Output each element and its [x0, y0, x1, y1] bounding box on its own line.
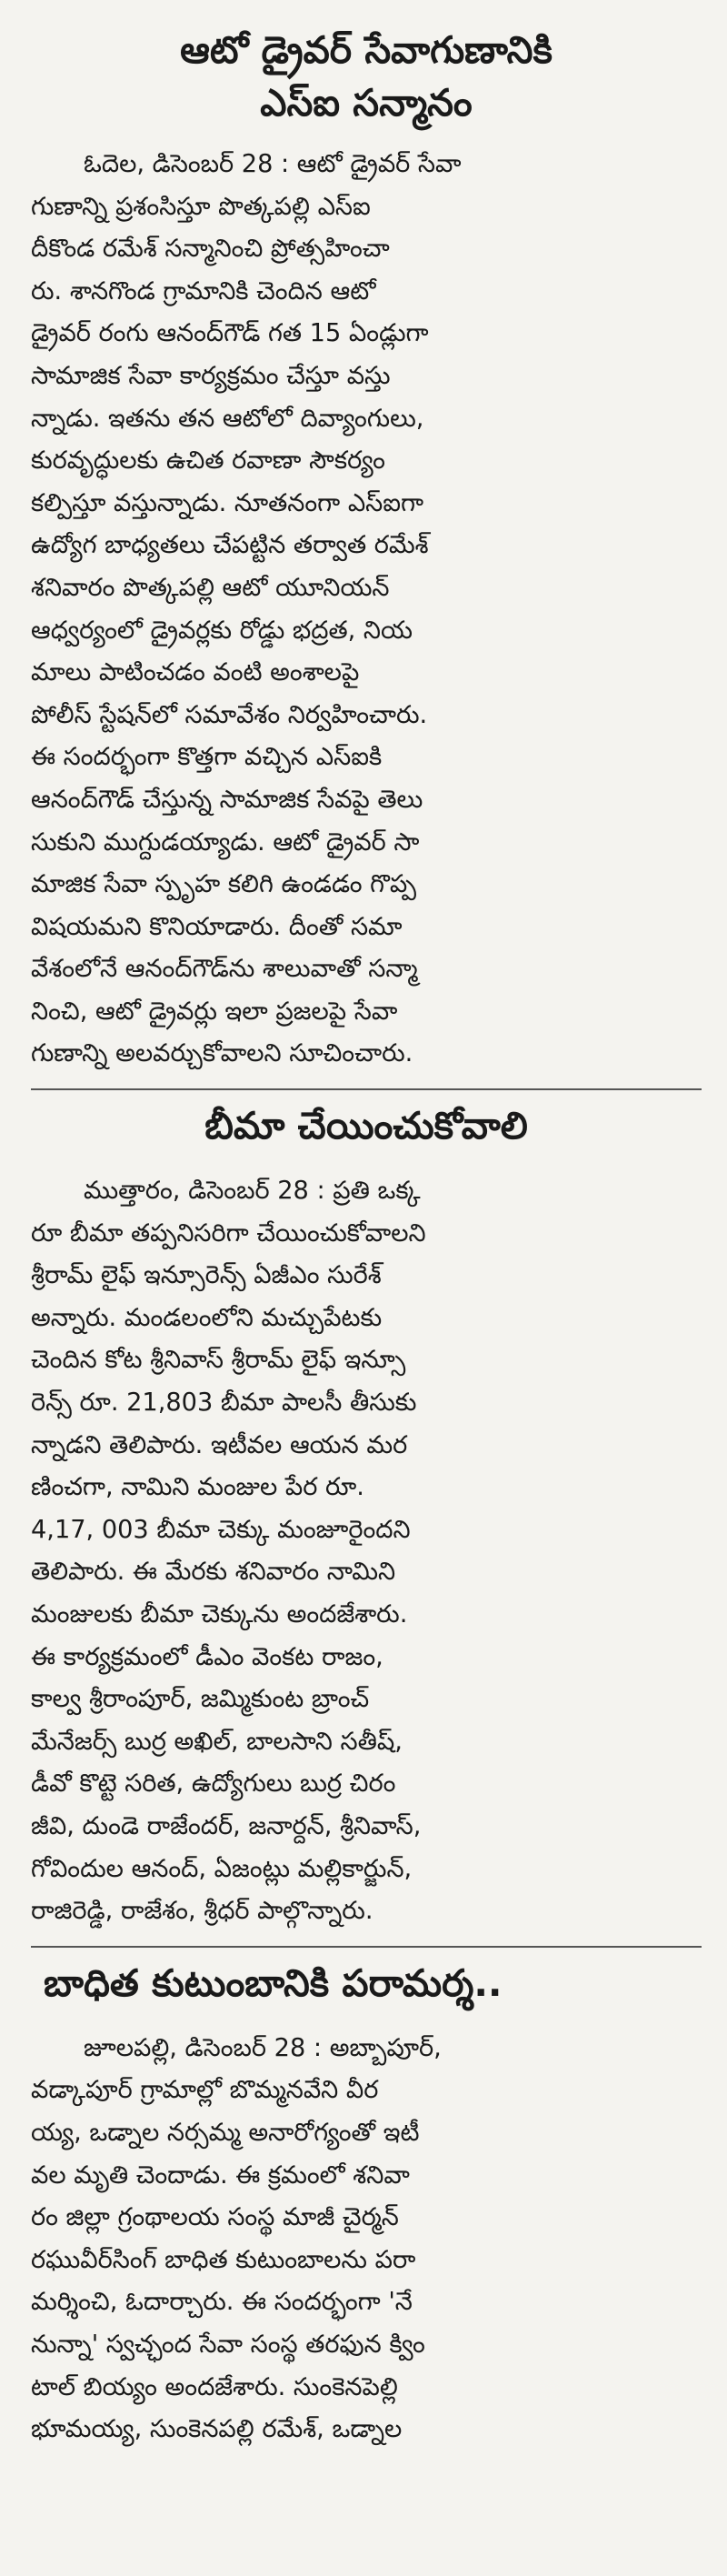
- article-line: రెన్స్ రూ. 21,803 బీమా పాలసీ తీసుకు: [31, 1388, 417, 1418]
- article-line: విషయమని కొనియాడారు. దీంతో సమా: [31, 912, 403, 941]
- article-line: అన్నారు. మండలంలోని మచ్చుపేటకు: [31, 1303, 383, 1332]
- article-line: ఆధ్వర్యంలో డ్రైవర్లకు రోడ్డు భద్రత, నియ: [31, 616, 413, 645]
- article-line: భూమయ్య, సుంకెనపల్లి రమేశ్, ఒడ్నాల: [31, 2415, 403, 2444]
- article-line: టాల్ బియ్యం అందజేశారు. సుంకెనపెల్లి: [31, 2372, 398, 2401]
- headline-line: బీమా చేయించుకోవాలి: [204, 1104, 528, 1148]
- article-line: నున్నా' స్వచ్ఛంద సేవా సంస్థ తరఫున క్విం: [31, 2330, 425, 2359]
- article-line: ఆనంద్‌గౌడ్ చేస్తున్న సామాజిక సేవపై తెలు: [31, 785, 423, 814]
- article-line: వేశంలోనే ఆనంద్‌గౌడ్‌ను శాలువాతో సన్మా: [31, 955, 418, 984]
- article-line: ఈ సందర్భంగా కొత్తగా వచ్చిన ఎస్ఐకి: [31, 743, 383, 772]
- divider: [31, 1946, 702, 1948]
- article-line: ఓదెల, డిసెంబర్ 28 : ఆటో డ్రైవర్ సేవా: [84, 150, 462, 178]
- article-line: చెందిన కోట శ్రీనివాస్ శ్రీరామ్ లైఫ్ ఇన్సూ: [31, 1346, 406, 1375]
- article-line: రఘువీర్‌సింగ్ బాధిత కుటుంబాలను పరా: [31, 2245, 416, 2274]
- article-line: సుకుని ముగ్దుడయ్యాడు. ఆటో డ్రైవర్ సా: [31, 827, 420, 857]
- article-line: సామాజిక సేవా కార్యక్రమం చేస్తూ వస్తు: [31, 361, 391, 390]
- headline-line: బాధిత కుటుంబానికి పరామర్శ..: [44, 1960, 503, 2005]
- article-line: వల మృతి చెందాడు. ఈ క్రమంలో శనివా: [31, 2160, 410, 2190]
- article-line: వడ్కాపూర్ గ్రామాల్లో బొమ్మనవేని వీర: [31, 2076, 379, 2105]
- article-headline: [31, 24, 702, 129]
- article-insurance: [31, 1099, 702, 1933]
- article-line: రూ బీమా తప్పనిసరిగా చేయించుకోవాలని: [31, 1218, 426, 1248]
- article-line: మంజులకు బీమా చెక్కును అందజేశారు.: [31, 1600, 408, 1629]
- article-line: య్య, ఒడ్నాల నర్సమ్మ అనారోగ్యంతో ఇటీ: [31, 2118, 420, 2147]
- article-line: మేనేజర్స్ బుర్ర అఖిల్, బాలసాని సతీష్,: [31, 1727, 403, 1756]
- article-condolence: [31, 1957, 702, 2451]
- article-line: ఈ కార్యక్రమంలో డీఎం వెంకట రాజం,: [31, 1642, 383, 1671]
- headline-line: ఎస్ఐ సన్మానం: [260, 81, 473, 125]
- article-line: శనివారం పొత్కపల్లి ఆటో యూనియన్: [31, 573, 390, 602]
- article-line: మాజిక సేవా స్పృహ కలిగి ఉండడం గొప్ప: [31, 870, 416, 899]
- article-body: [31, 1170, 702, 1933]
- article-line: శ్రీరామ్ లైఫ్ ఇన్సూరెన్స్ ఏజీఎం సురేశ్: [31, 1261, 382, 1290]
- headline-line: ఆటో డ్రైవర్ సేవాగుణానికి: [180, 28, 553, 72]
- article-line: దీకొండ రమేశ్ సన్మానించి ప్రోత్సహించా: [31, 235, 390, 264]
- article-line: రాజిరెడ్డి, రాజేశం, శ్రీధర్ పాల్గొన్నారు.: [31, 1897, 373, 1926]
- article-auto-driver: [31, 24, 702, 1076]
- article-line: నించి, ఆటో డ్రైవర్లు ఇలా ప్రజలపై సేవా: [31, 997, 398, 1026]
- article-line: రం జిల్లా గ్రంథాలయ సంస్థ మాజీ చైర్మన్: [31, 2203, 399, 2232]
- article-headline: [31, 1957, 702, 2010]
- article-line: గోవిందుల ఆనంద్, ఏజంట్లు మల్లికార్జున్,: [31, 1854, 413, 1883]
- article-line: ముత్తారం, డిసెంబర్ 28 : ప్రతి ఒక్క: [84, 1177, 421, 1206]
- article-line: తెలిపారు. ఈ మేరకు శనివారం నామిని: [31, 1558, 396, 1587]
- article-body: [31, 144, 702, 1076]
- article-body: [31, 2028, 702, 2451]
- article-line: న్నాడని తెలిపారు. ఇటీవల ఆయన మర: [31, 1430, 408, 1459]
- article-line: కాల్వ శ్రీరాంపూర్, జమ్మికుంట బ్రాంచ్: [31, 1685, 370, 1714]
- article-line: జూలపల్లి, డిసెంబర్ 28 : అబ్బాపూర్,: [84, 2033, 442, 2062]
- article-line: గుణాన్ని ప్రశంసిస్తూ పొత్కపల్లి ఎస్ఐ: [31, 192, 371, 221]
- article-line: ణించగా, నామిని మంజుల పేర రూ.: [31, 1473, 364, 1502]
- article-line: రు. శానగొండ గ్రామానికి చెందిన ఆటో: [31, 276, 376, 306]
- article-headline: [31, 1099, 702, 1152]
- article-line: పోలీస్ స్టేషన్‌లో సమావేశం నిర్వహించారు.: [31, 700, 428, 729]
- article-line: డ్రైవర్ రంగు ఆనంద్‌గౌడ్ గత 15 ఏండ్లుగా: [31, 319, 429, 348]
- article-line: గుణాన్ని అలవర్చుకోవాలని సూచించారు.: [31, 1039, 413, 1068]
- article-line: మర్శించి, ఓదార్చారు. ఈ సందర్భంగా 'నే: [31, 2288, 413, 2317]
- article-line: జీవి, దుండె రాజేందర్, జనార్దన్, శ్రీనివాస్,: [31, 1811, 422, 1840]
- article-line: డీవో కొట్టె సరిత, ఉద్యోగులు బుర్ర చిరం: [31, 1769, 396, 1799]
- article-line: మాలు పాటించడం వంటి అంశాలపై: [31, 658, 360, 687]
- article-line: న్నాడు. ఇతను తన ఆటోలో దివ్యాంగులు,: [31, 404, 424, 433]
- article-line: ఉద్యోగ బాధ్యతలు చేపట్టిన తర్వాత రమేశ్: [31, 531, 429, 560]
- article-line: 4,17, 003 బీమా చెక్కు మంజూరైందని: [31, 1515, 411, 1544]
- article-line: కురవృద్ధులకు ఉచిత రవాణా సౌకర్యం: [31, 446, 385, 476]
- divider: [31, 1088, 702, 1090]
- article-line: కల్పిస్తూ వస్తున్నాడు. నూతనంగా ఎస్ఐగా: [31, 488, 424, 517]
